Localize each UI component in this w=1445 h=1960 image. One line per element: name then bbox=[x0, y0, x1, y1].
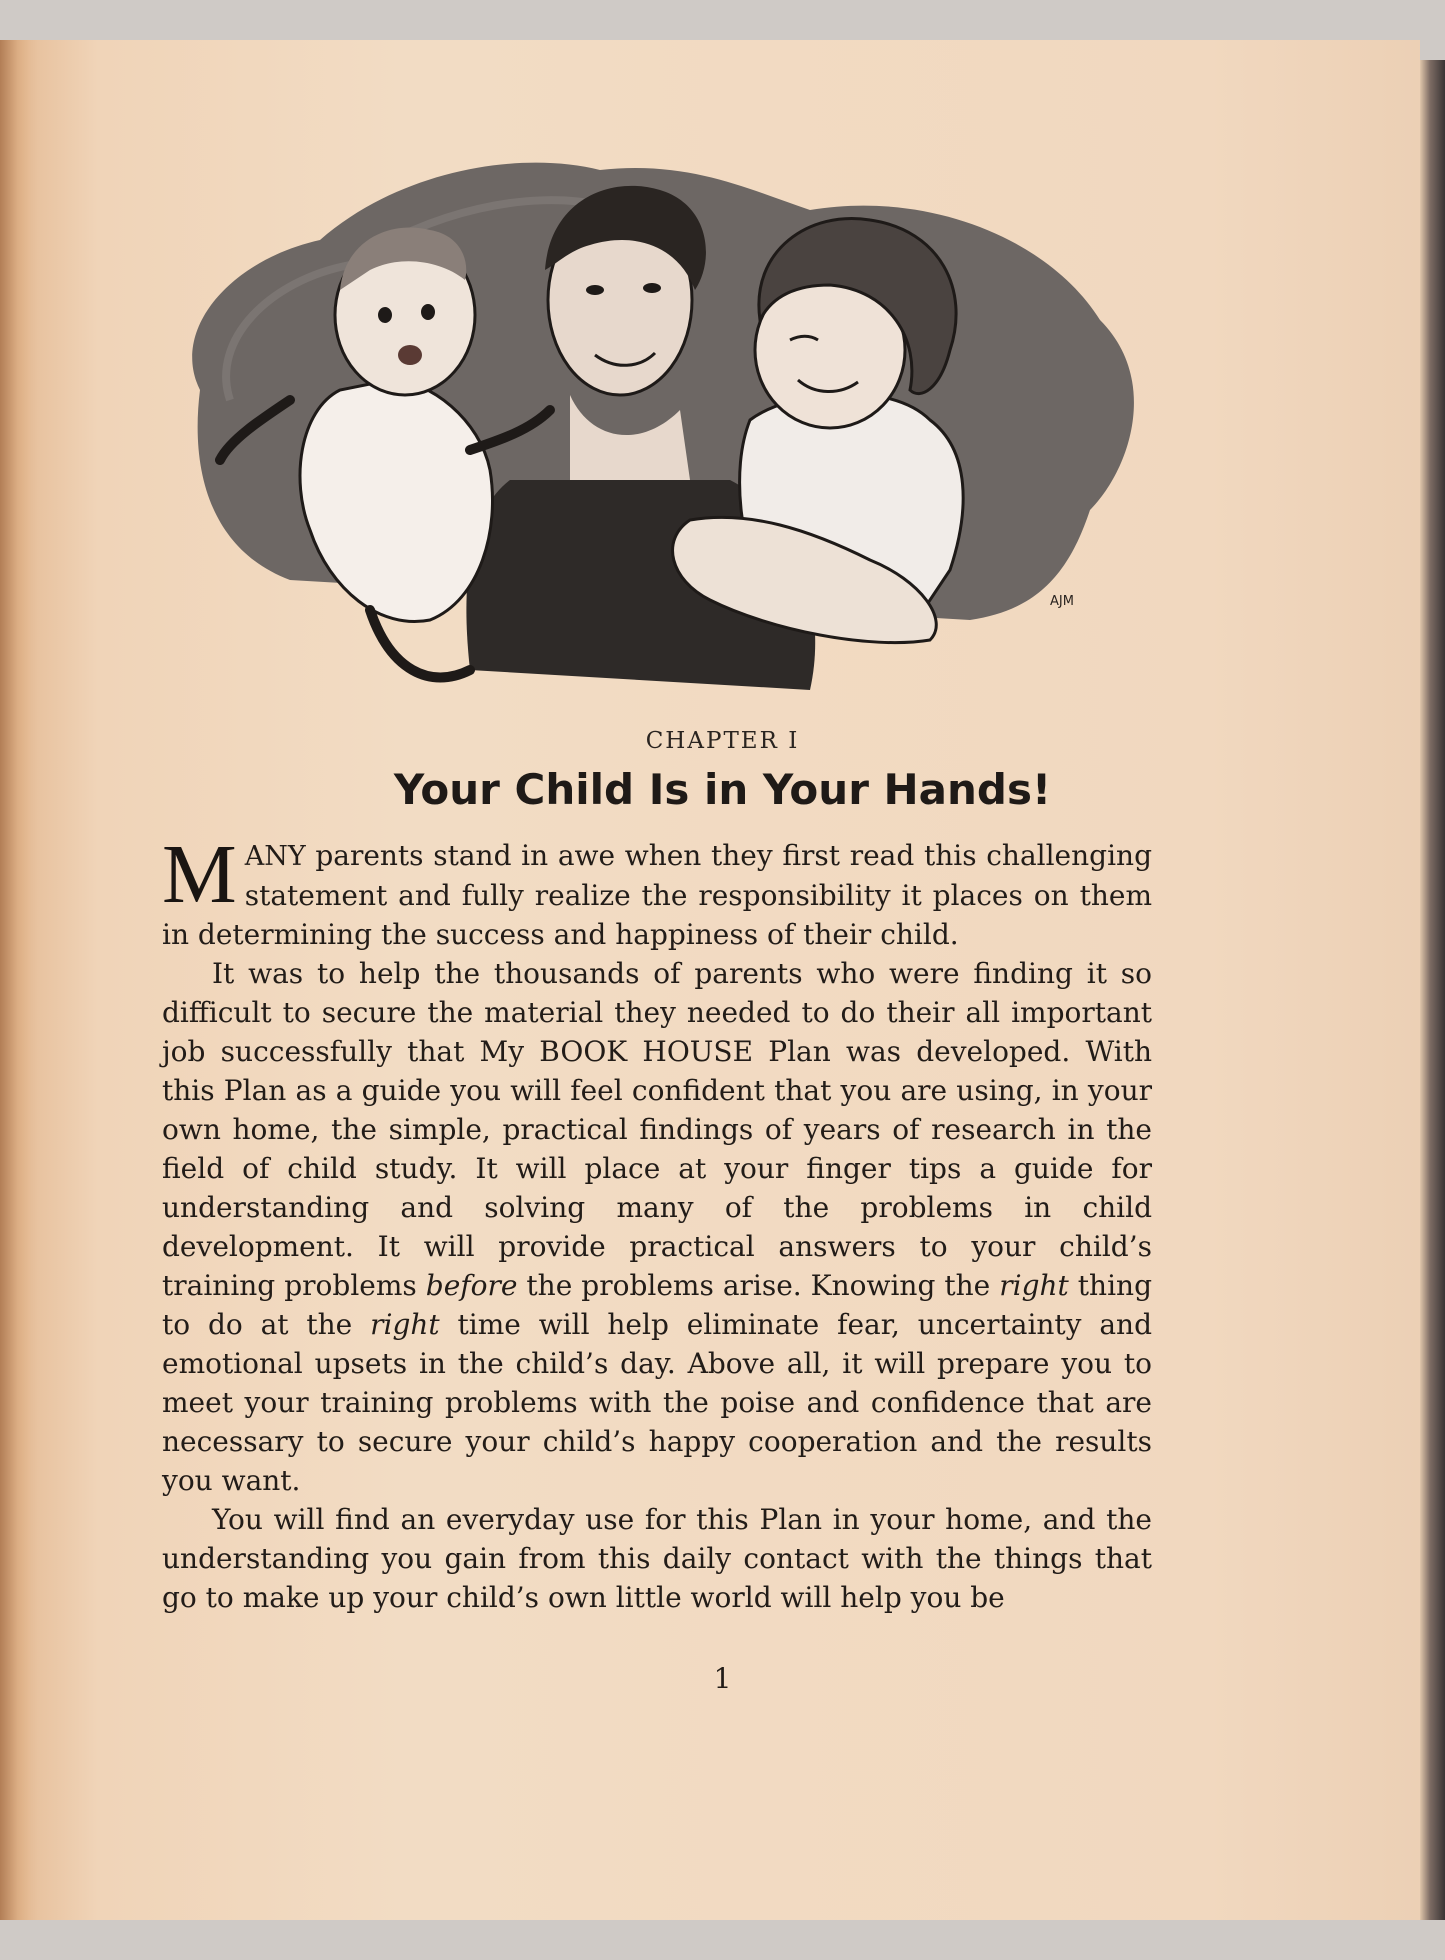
family-illustration bbox=[170, 150, 1160, 720]
paragraph-2-text-e: thing to do at the bbox=[162, 1269, 1152, 1341]
paragraph-2-text-c: the problems arise. Knowing the bbox=[517, 1269, 1000, 1302]
italic-right-1: right bbox=[999, 1269, 1069, 1302]
paragraph-2-text-g: time will help eliminate fear, uncertainty and emotional upsets in the child’s day. Above all, it will prepare you to meet your training problems with the poise and confidence that are necessary to secure your child’s happy cooperation and the results you want. bbox=[162, 1308, 1152, 1497]
page-edge bbox=[0, 40, 30, 1920]
lead-word: ANY bbox=[244, 841, 306, 872]
drop-cap: M bbox=[162, 828, 237, 921]
paragraph-2-text-a: It was to help the thousands of parents who were finding it so difficult to secure the material they needed to do their all important job successfully that My BOOK HOUSE Plan was developed. With this Plan as a guide you will feel confident that you are using, in your own home, the simple, practical findings of years of research in the field of child study. It will place at your finger tips a guide for understanding and solving many of the problems in child development. It will provide practical answers to your child’s training problems bbox=[162, 957, 1152, 1302]
book-binding bbox=[1420, 60, 1445, 1920]
chapter-title: Your Child Is in Your Hands! bbox=[393, 765, 1052, 814]
chapter-label: CHAPTER I bbox=[645, 728, 800, 754]
paragraph-1 bbox=[162, 828, 1152, 954]
chapter-body bbox=[162, 828, 1152, 1617]
illustration-signature: AJM bbox=[1050, 594, 1074, 609]
paragraph-3: You will find an everyday use for this Plan in your home, and the understanding you gain from this daily contact with the things that go to make up your child’s own little world will help you be bbox=[162, 1503, 1152, 1614]
paragraph-2 bbox=[162, 954, 1152, 1500]
italic-right-2: right bbox=[370, 1308, 440, 1341]
paragraph-1-text: parents stand in awe when they first read this challenging statement and fully realize the responsibility it places on them in determining the success and happiness of their child. bbox=[162, 839, 1152, 951]
page-number: 1 bbox=[713, 1662, 732, 1695]
italic-before: before bbox=[425, 1269, 518, 1302]
